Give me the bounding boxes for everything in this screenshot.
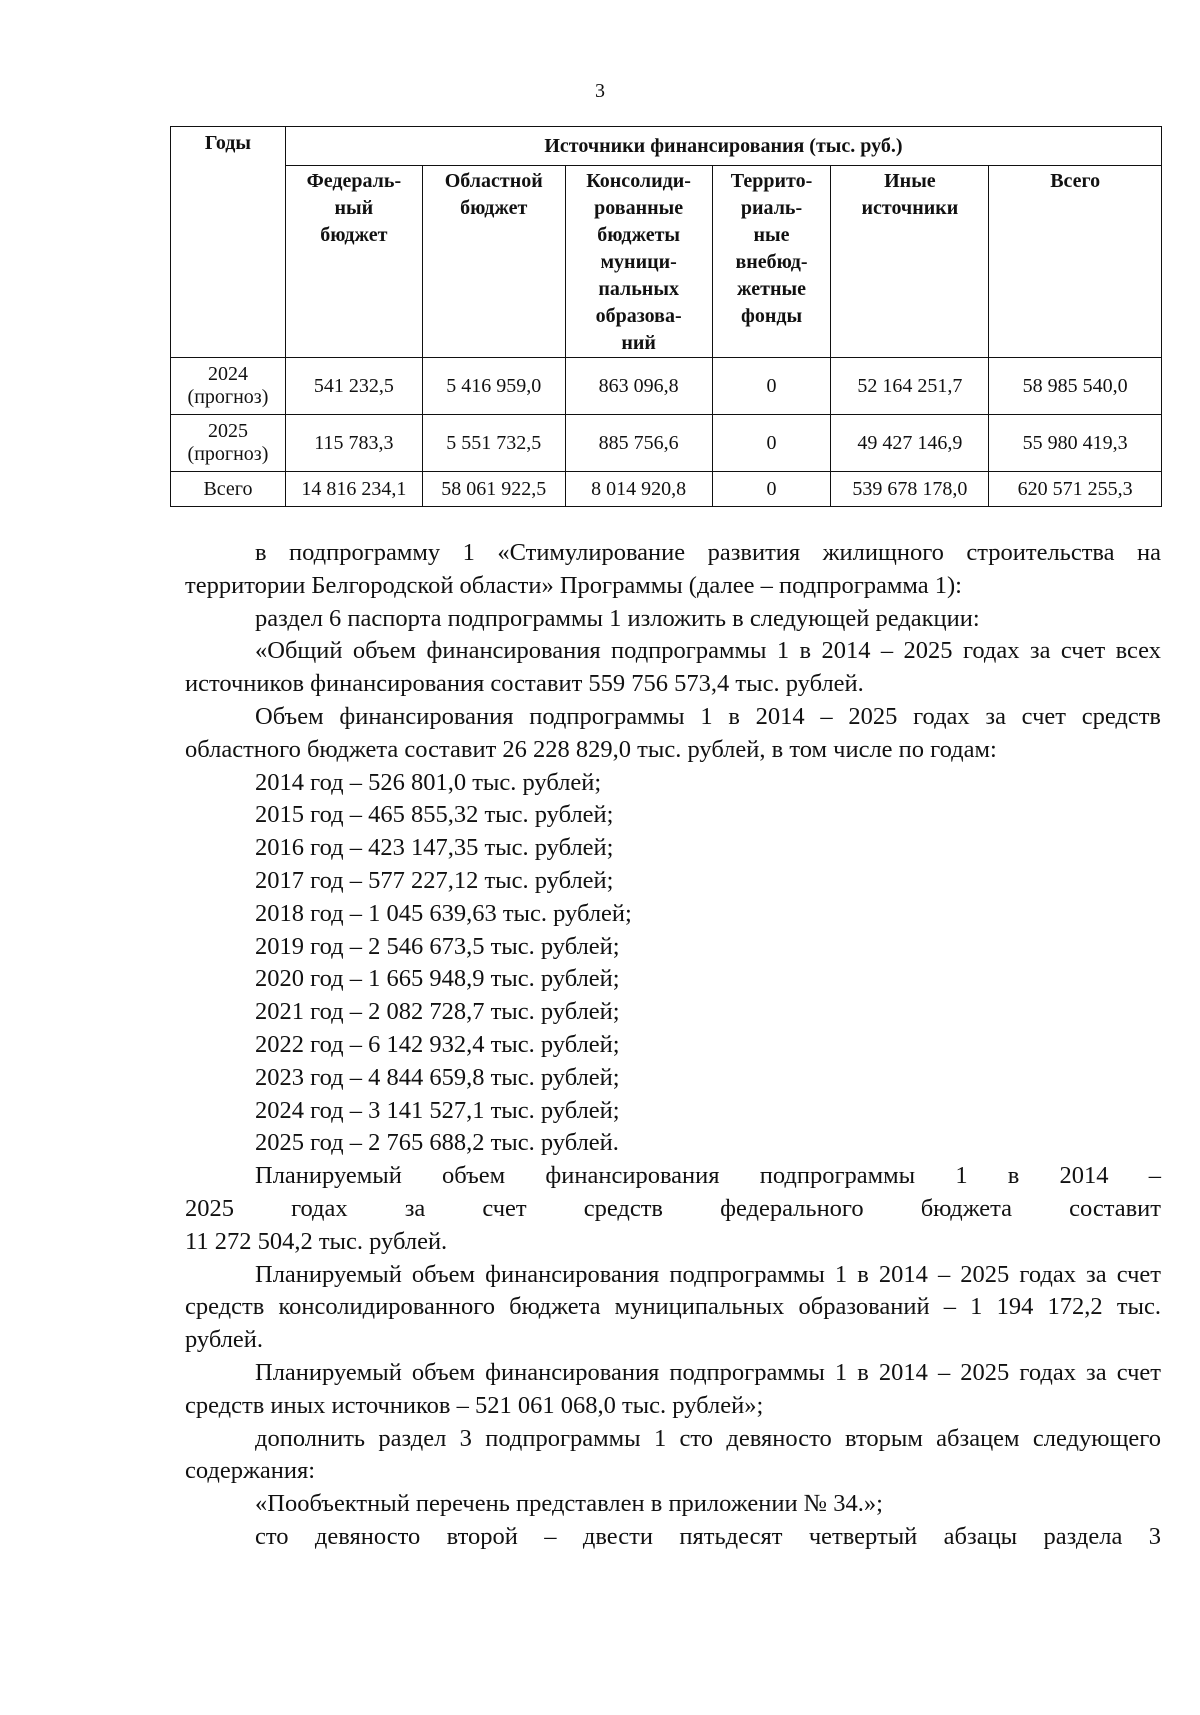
- municipal-cell: 863 096,8: [565, 358, 712, 415]
- sources-header: Источники финансирования (тыс. руб.): [285, 127, 1161, 166]
- paragraph: дополнить раздел 3 подпрограммы 1 сто девяносто вторым абзацем следующего содержания:: [185, 1424, 1161, 1485]
- paragraph-line: Планируемый объем финансирования подпрограммы 1 в 2014 –: [255, 1162, 1161, 1190]
- paragraph-line: 2025 годах за счет средств федерального бюджета составит: [185, 1194, 1161, 1222]
- year-line: 2015 год – 465 855,32 тыс. рублей;: [255, 801, 614, 829]
- table-row-total: [171, 472, 1162, 507]
- year-line: 2017 год – 577 227,12 тыс. рублей;: [255, 866, 614, 894]
- row-year: 2024 (прогноз): [171, 358, 286, 415]
- total-cell: 58 985 540,0: [989, 358, 1162, 415]
- federal-cell: 541 232,5: [285, 358, 422, 415]
- row-year: Всего: [171, 472, 286, 507]
- regional-cell: 5 416 959,0: [422, 358, 565, 415]
- paragraph: Планируемый объем финансирования подпрограммы 1 в 2014 – 2025 годах за счет средств консолидированного бюджета муниципальных образований – 1 194 172,2 тыс. рублей.: [185, 1260, 1161, 1354]
- paragraph: Планируемый объем финансирования подпрограммы 1 в 2014 – 2025 годах за счет средств иных источников – 521 061 068,0 тыс. рублей»;: [185, 1358, 1161, 1419]
- regional-header: Областной бюджет: [422, 166, 565, 358]
- years-header: Годы: [171, 127, 286, 358]
- other-cell: 49 427 146,9: [831, 415, 989, 472]
- year-line: 2020 год – 1 665 948,9 тыс. рублей;: [255, 965, 620, 993]
- other-cell: 52 164 251,7: [831, 358, 989, 415]
- year-line: 2023 год – 4 844 659,8 тыс. рублей;: [255, 1063, 620, 1091]
- municipal-header: Консолиди- рованные бюджеты муници- пальных образова- ний: [565, 166, 712, 358]
- year-line: 2025 год – 2 765 688,2 тыс. рублей.: [255, 1129, 619, 1157]
- territorial-cell: 0: [712, 415, 831, 472]
- territorial-cell: 0: [712, 358, 831, 415]
- paragraph: «Пообъектный перечень представлен в приложении № 34.»;: [255, 1490, 883, 1518]
- year-line: 2016 год – 423 147,35 тыс. рублей;: [255, 834, 614, 862]
- paragraph-line: 11 272 504,2 тыс. рублей.: [185, 1227, 448, 1255]
- year-line: 2014 год – 526 801,0 тыс. рублей;: [255, 768, 602, 796]
- table-subheader-row: [171, 166, 1162, 358]
- paragraph: сто девяносто второй – двести пятьдесят четвертый абзацы раздела 3: [255, 1522, 1161, 1550]
- municipal-cell: 885 756,6: [565, 415, 712, 472]
- page-number: 3: [595, 80, 605, 102]
- other-sources-header: Иные источники: [831, 166, 989, 358]
- total-cell: 55 980 419,3: [989, 415, 1162, 472]
- total-header: Всего: [989, 166, 1162, 358]
- table-row: [171, 415, 1162, 472]
- row-year: 2025 (прогноз): [171, 415, 286, 472]
- paragraph: раздел 6 паспорта подпрограммы 1 изложить в следующей редакции:: [255, 604, 980, 632]
- municipal-cell: 8 014 920,8: [565, 472, 712, 507]
- regional-cell: 5 551 732,5: [422, 415, 565, 472]
- paragraph: в подпрограмму 1 «Стимулирование развития жилищного строительства на территории Белгородской области» Программы (далее – подпрограмма 1):: [185, 539, 1161, 599]
- document-body: [185, 537, 1161, 1554]
- table-header-row: [171, 127, 1162, 166]
- year-line: 2024 год – 3 141 527,1 тыс. рублей;: [255, 1096, 620, 1124]
- paragraph: «Общий объем финансирования подпрограммы 1 в 2014 – 2025 годах за счет всех источников финансирования составит 559 756 573,4 тыс. рублей.: [185, 637, 1161, 698]
- territorial-cell: 0: [712, 472, 831, 507]
- other-cell: 539 678 178,0: [831, 472, 989, 507]
- regional-cell: 58 061 922,5: [422, 472, 565, 507]
- total-cell: 620 571 255,3: [989, 472, 1162, 507]
- year-line: 2021 год – 2 082 728,7 тыс. рублей;: [255, 998, 620, 1026]
- federal-cell: 14 816 234,1: [285, 472, 422, 507]
- federal-header: Федераль- ный бюджет: [285, 166, 422, 358]
- paragraph: Объем финансирования подпрограммы 1 в 2014 – 2025 годах за счет средств областного бюджета составит 26 228 829,0 тыс. рублей, в том числе по годам:: [185, 702, 1161, 763]
- table-row: [171, 358, 1162, 415]
- territorial-header: Террито- риаль- ные внебюд- жетные фонды: [712, 166, 831, 358]
- federal-cell: 115 783,3: [285, 415, 422, 472]
- financing-table: [170, 126, 1162, 507]
- year-line: 2019 год – 2 546 673,5 тыс. рублей;: [255, 932, 620, 960]
- year-line: 2018 год – 1 045 639,63 тыс. рублей;: [255, 899, 632, 927]
- year-line: 2022 год – 6 142 932,4 тыс. рублей;: [255, 1030, 620, 1058]
